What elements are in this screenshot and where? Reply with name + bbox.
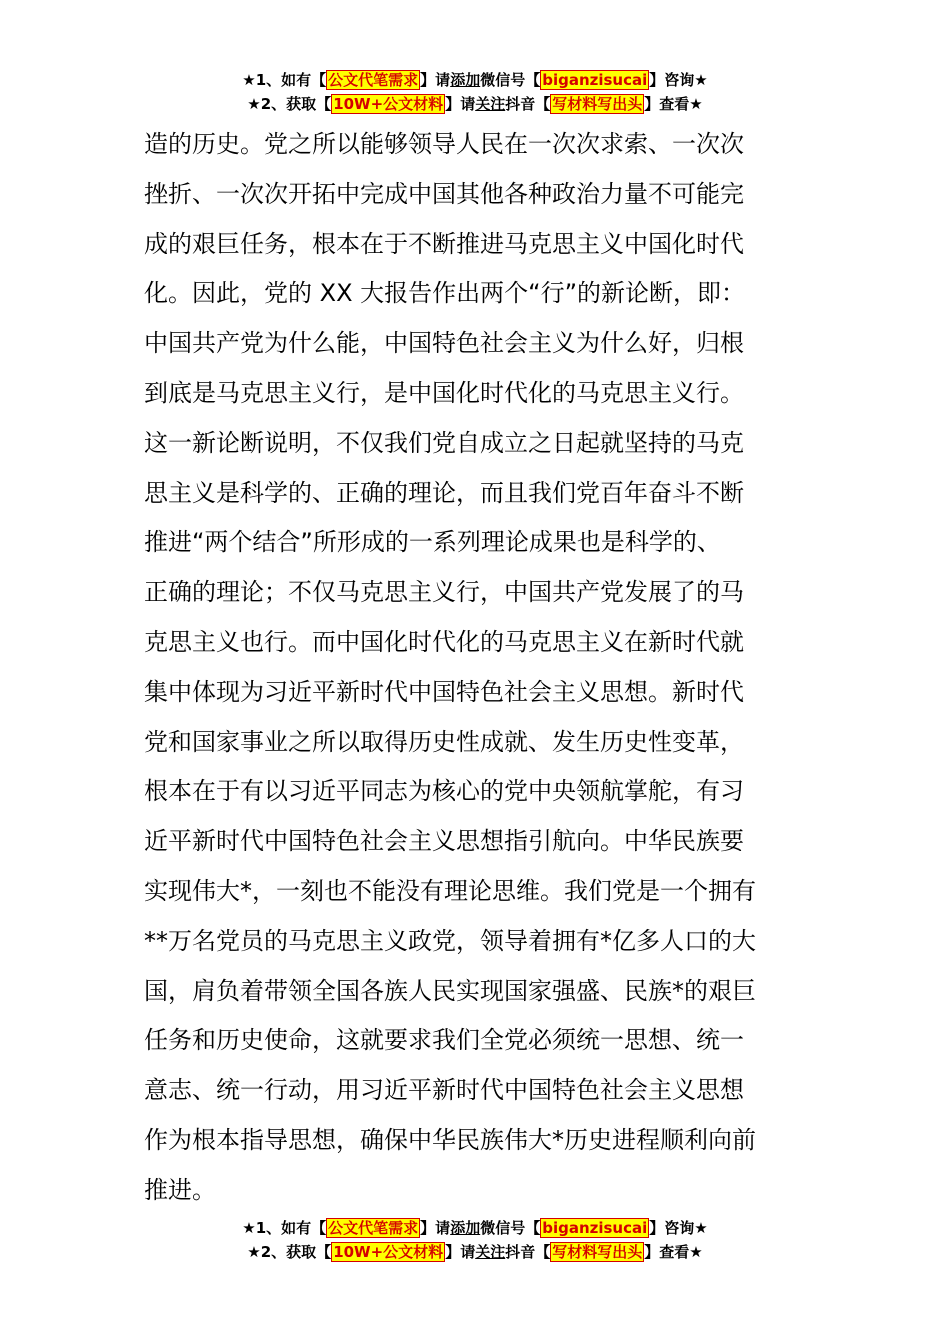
text-line: 推进。 bbox=[144, 1175, 216, 1204]
ad-text: 抖音【 bbox=[505, 95, 551, 113]
star-icon: ★ bbox=[242, 1219, 256, 1237]
ad-text: 】咨询★ bbox=[649, 71, 708, 89]
star-icon: ★ bbox=[247, 1243, 261, 1261]
text-line: 造的历史。党之所以能够领导人民在一次次求索、一次次 bbox=[144, 130, 744, 158]
underlined-text: 关注 bbox=[475, 1243, 506, 1261]
ad-text: 1、如有【 bbox=[255, 71, 327, 89]
highlight-materials: 10W+公文材料 bbox=[333, 95, 444, 113]
text-line: 集中体现为习近平新时代中国特色社会主义思想。新时代 bbox=[144, 677, 744, 706]
text-line: 正确的理论；不仅马克思主义行，中国共产党发展了的马 bbox=[144, 578, 744, 607]
footer-ad-banner bbox=[0, 1216, 950, 1264]
text-line: 成的艰巨任务，根本在于不断推进马克思主义中国化时代 bbox=[144, 229, 744, 258]
ad-line-2 bbox=[0, 1240, 950, 1264]
ad-text: 1、如有【 bbox=[255, 1219, 327, 1237]
text-line: 克思主义也行。而中国化时代化的马克思主义在新时代就 bbox=[144, 627, 744, 656]
highlight-douyin-name: 写材料写出头 bbox=[552, 95, 643, 113]
text-line: 意志、统一行动，用习近平新时代中国特色社会主义思想 bbox=[144, 1076, 744, 1105]
ad-line-2 bbox=[0, 92, 950, 116]
underlined-text: 添加 bbox=[450, 1219, 481, 1237]
ad-text: 】咨询★ bbox=[649, 1219, 708, 1237]
highlight-wechat-id: biganzisucai bbox=[542, 1219, 648, 1237]
ad-text: 】查看★ bbox=[644, 95, 703, 113]
ad-text: 微信号【 bbox=[480, 1219, 541, 1237]
text-line: 作为根本指导思想，确保中华民族伟大*历史进程顺利向前 bbox=[144, 1125, 756, 1154]
text-line: 中国共产党为什么能，中国特色社会主义为什么好，归根 bbox=[144, 329, 744, 358]
text-line: 这一新论断说明，不仅我们党自成立之日起就坚持的马克 bbox=[144, 428, 744, 457]
text-line: 推进“两个结合”所形成的一系列理论成果也是科学的、 bbox=[144, 528, 721, 557]
highlight-wechat-id: biganzisucai bbox=[542, 71, 648, 89]
ad-text: 抖音【 bbox=[505, 1243, 551, 1261]
text-line: **万名党员的马克思主义政党，领导着拥有*亿多人口的大 bbox=[144, 926, 756, 955]
text-line: 党和国家事业之所以取得历史性成就、发生历史性变革， bbox=[144, 727, 744, 756]
text-line: 挫折、一次次开拓中完成中国其他各种政治力量不可能完 bbox=[144, 179, 744, 208]
ad-text: 】请 bbox=[420, 1219, 451, 1237]
underlined-text: 添加 bbox=[450, 71, 481, 89]
text-line: 根本在于有以习近平同志为核心的党中央领航掌舵，有习 bbox=[144, 777, 744, 806]
ad-text: 】请 bbox=[445, 95, 476, 113]
highlight-materials: 10W+公文材料 bbox=[333, 1243, 444, 1261]
text-line: 思主义是科学的、正确的理论，而且我们党百年奋斗不断 bbox=[144, 478, 744, 507]
text-line: 到底是马克思主义行，是中国化时代化的马克思主义行。 bbox=[144, 378, 744, 407]
highlight-service: 公文代笔需求 bbox=[328, 1219, 419, 1237]
ad-text: 微信号【 bbox=[480, 71, 541, 89]
highlight-douyin-name: 写材料写出头 bbox=[552, 1243, 643, 1261]
star-icon: ★ bbox=[242, 71, 256, 89]
highlight-service: 公文代笔需求 bbox=[328, 71, 419, 89]
text-line: 化。因此，党的 XX 大报告作出两个“行”的新论断，即： bbox=[144, 279, 746, 308]
ad-text: 2、获取【 bbox=[260, 1243, 332, 1261]
underlined-text: 关注 bbox=[475, 95, 506, 113]
body-paragraph bbox=[144, 120, 814, 1216]
ad-line-1 bbox=[0, 68, 950, 92]
ad-text: 】查看★ bbox=[644, 1243, 703, 1261]
header-ad-banner bbox=[0, 68, 950, 116]
text-line: 国，肩负着带领全国各族人民实现国家强盛、民族*的艰巨 bbox=[144, 976, 756, 1005]
ad-text: 2、获取【 bbox=[260, 95, 332, 113]
star-icon: ★ bbox=[247, 95, 261, 113]
text-line: 实现伟大*，一刻也不能没有理论思维。我们党是一个拥有 bbox=[144, 876, 756, 905]
ad-text: 】请 bbox=[420, 71, 451, 89]
text-line: 近平新时代中国特色社会主义思想指引航向。中华民族要 bbox=[144, 827, 744, 856]
text-line: 任务和历史使命，这就要求我们全党必须统一思想、统一 bbox=[144, 1026, 744, 1055]
ad-text: 】请 bbox=[445, 1243, 476, 1261]
ad-line-1 bbox=[0, 1216, 950, 1240]
